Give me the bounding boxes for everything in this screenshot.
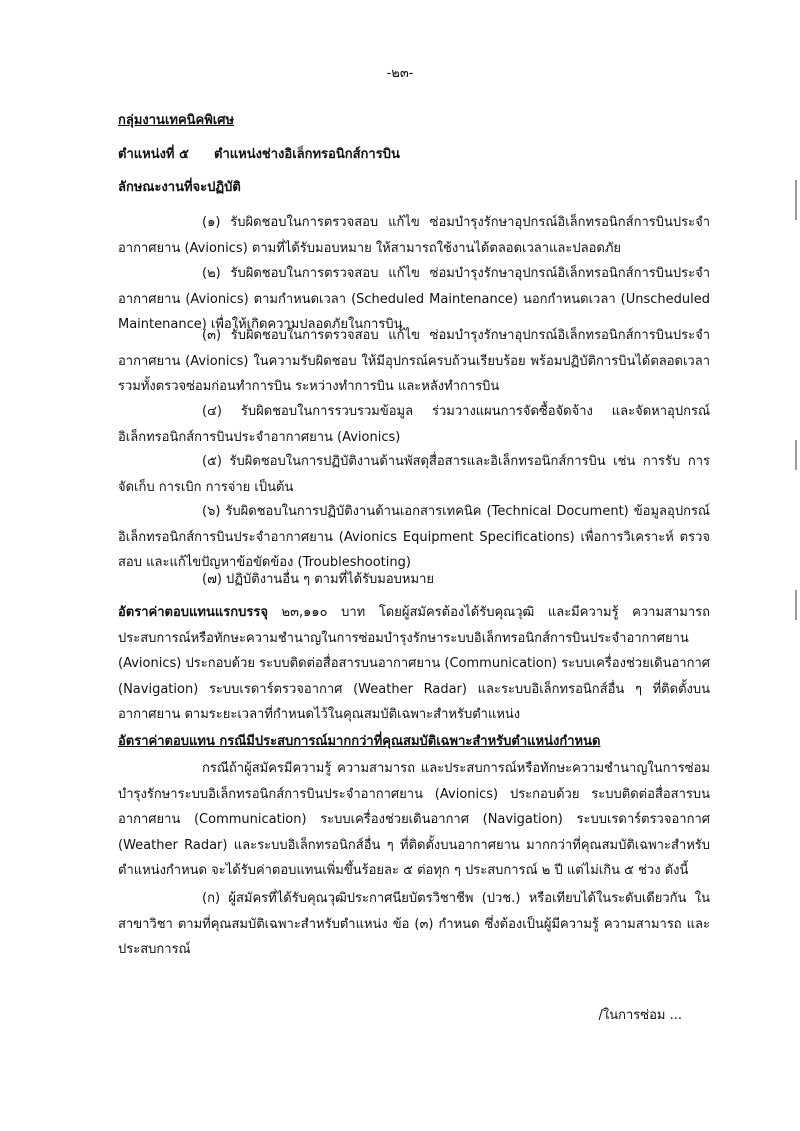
initial-pay-text: ๒๓,๑๑๐ บาท โดยผู้สมัครต้องได้รับคุณวุฒิ และมีความรู้ ความสามารถ ประสบการณ์หรือทักษะความชำนาญในการซ่อมบำรุงรักษาระบบอิเล็กทรอนิกส์การบินประจำอากาศยาน (Avionics) ประกอบด้วย ระบบติดต่อสื่อสารบนอากาศยาน (Communication) ระบบเครื่องช่วยเดินอากาศ (Navigation) ระบบเรดาร์ตรวจอากาศ (Weather Radar) และระบบอิเล็กทรอนิกส์อื่น ๆ ที่ติดตั้งบนอากาศยาน ตามระยะเวลาที่กำหนดไว้ในคุณสมบัติเฉพาะสำหรับตำแหน่ง xyxy=(118,605,710,722)
duty-item: (๔) รับผิดชอบในการรวบรวมข้อมูล ร่วมวางแผนการจัดซื้อจัดจ้าง และจัดหาอุปกรณ์อิเล็กทรอนิกส์การบินประจำอากาศยาน (Avionics) xyxy=(118,404,710,445)
duty-item: (๑) รับผิดชอบในการตรวจสอบ แก้ไข ซ่อมบำรุงรักษาอุปกรณ์อิเล็กทรอนิกส์การบินประจำอากาศยาน (Avionics) ตามที่ได้รับมอบหมาย ให้สามารถใช้งานได้ตลอดเวลาและปลอดภัย xyxy=(118,215,710,256)
experience-pay-text: กรณีถ้าผู้สมัครมีความรู้ ความสามารถ และประสบการณ์หรือทักษะความชำนาญในการซ่อมบำรุงรักษาระบบอิเล็กทรอนิกส์การบินประจำอากาศยาน (Avionics) ประกอบด้วย ระบบติดต่อสื่อสารบนอากาศยาน (Communication) ระบบเครื่องช่วยเดินอากาศ (Navigation) ระบบเรดาร์ตรวจอากาศ (Weather Radar) และระบบอิเล็กทรอนิกส์อื่น ๆ ที่ติดตั้งบนอากาศยาน มากกว่าที่คุณสมบัติเฉพาะสำหรับตำแหน่งกำหนด จะได้รับค่าตอบแทนเพิ่มขึ้นร้อยละ ๕ ต่อทุก ๆ ประสบการณ์ ๒ ปี แต่ไม่เกิน ๕ ช่วง ดังนี้ xyxy=(118,761,710,878)
position-title: ตำแหน่งช่างอิเล็กทรอนิกส์การบิน xyxy=(214,147,400,162)
scan-edge-mark xyxy=(795,590,797,620)
position-label: ตำแหน่งที่ ๕ xyxy=(118,147,189,162)
scan-edge-mark xyxy=(795,440,797,470)
duty-item: (๕) รับผิดชอบในการปฏิบัติงานด้านพัสดุสื่อสารและอิเล็กทรอนิกส์การบิน เช่น การรับ การจัดเก็บ การเบิก การจ่าย เป็นต้น xyxy=(118,454,710,495)
duty-item: (๖) รับผิดชอบในการปฏิบัติงานด้านเอกสารเทคนิค (Technical Document) ข้อมูลอุปกรณ์อิเล็กทรอนิกส์การบินประจำอากาศยาน (Avionics Equipment Specifications) เพื่อการวิเคราะห์ ตรวจสอบ และแก้ไขปัญหาข้อขัดข้อง (Troubleshooting) xyxy=(118,504,710,570)
group-heading: กลุ่มงานเทคนิคพิเศษ xyxy=(118,113,235,128)
initial-pay-paragraph xyxy=(118,600,710,728)
duties-heading: ลักษณะงานที่จะปฏิบัติ xyxy=(118,180,241,195)
scan-edge-mark xyxy=(795,180,797,220)
duty-item: (๗) ปฏิบัติงานอื่น ๆ ตามที่ได้รับมอบหมาย xyxy=(202,572,434,587)
position-line xyxy=(118,142,710,168)
duty-item: (๒) รับผิดชอบในการตรวจสอบ แก้ไข ซ่อมบำรุงรักษาอุปกรณ์อิเล็กทรอนิกส์การบินประจำอากาศยาน (Avionics) ตามกำหนดเวลา (Scheduled Maintenance) นอกกำหนดเวลา (Unscheduled Maintenance) เพื่อให้เกิดความปลอดภัยในการบิน xyxy=(118,266,710,332)
experience-item-a: (ก) ผู้สมัครที่ได้รับคุณวุฒิประกาศนียบัตรวิชาชีพ (ปวช.) หรือเทียบได้ในระดับเดียวกัน ในสาขาวิชา ตามที่คุณสมบัติเฉพาะสำหรับตำแหน่ง ข้อ (๓) กำหนด ซึ่งต้องเป็นผู้มีความรู้ ความสามารถ และประสบการณ์ xyxy=(118,891,710,957)
initial-pay-label: อัตราค่าตอบแทนแรกบรรจุ xyxy=(118,605,268,620)
page-number: -๒๓- xyxy=(386,66,414,81)
continuation-note: /ในการซ่อม ... xyxy=(598,1008,682,1023)
experience-pay-heading: อัตราค่าตอบแทน กรณีมีประสบการณ์มากกว่าที่คุณสมบัติเฉพาะสำหรับตำแหน่งกำหนด xyxy=(118,734,601,749)
duty-item: (๓) รับผิดชอบในการตรวจสอบ แก้ไข ซ่อมบำรุงรักษาอุปกรณ์อิเล็กทรอนิกส์การบินประจำอากาศยาน (Avionics) ในความรับผิดชอบ ให้มีอุปกรณ์ครบถ้วนเรียบร้อย พร้อมปฏิบัติการบินได้ตลอดเวลา รวมทั้งตรวจซ่อมก่อนทำการบิน ระหว่างทำการบิน และหลังทำการบิน xyxy=(118,328,710,394)
